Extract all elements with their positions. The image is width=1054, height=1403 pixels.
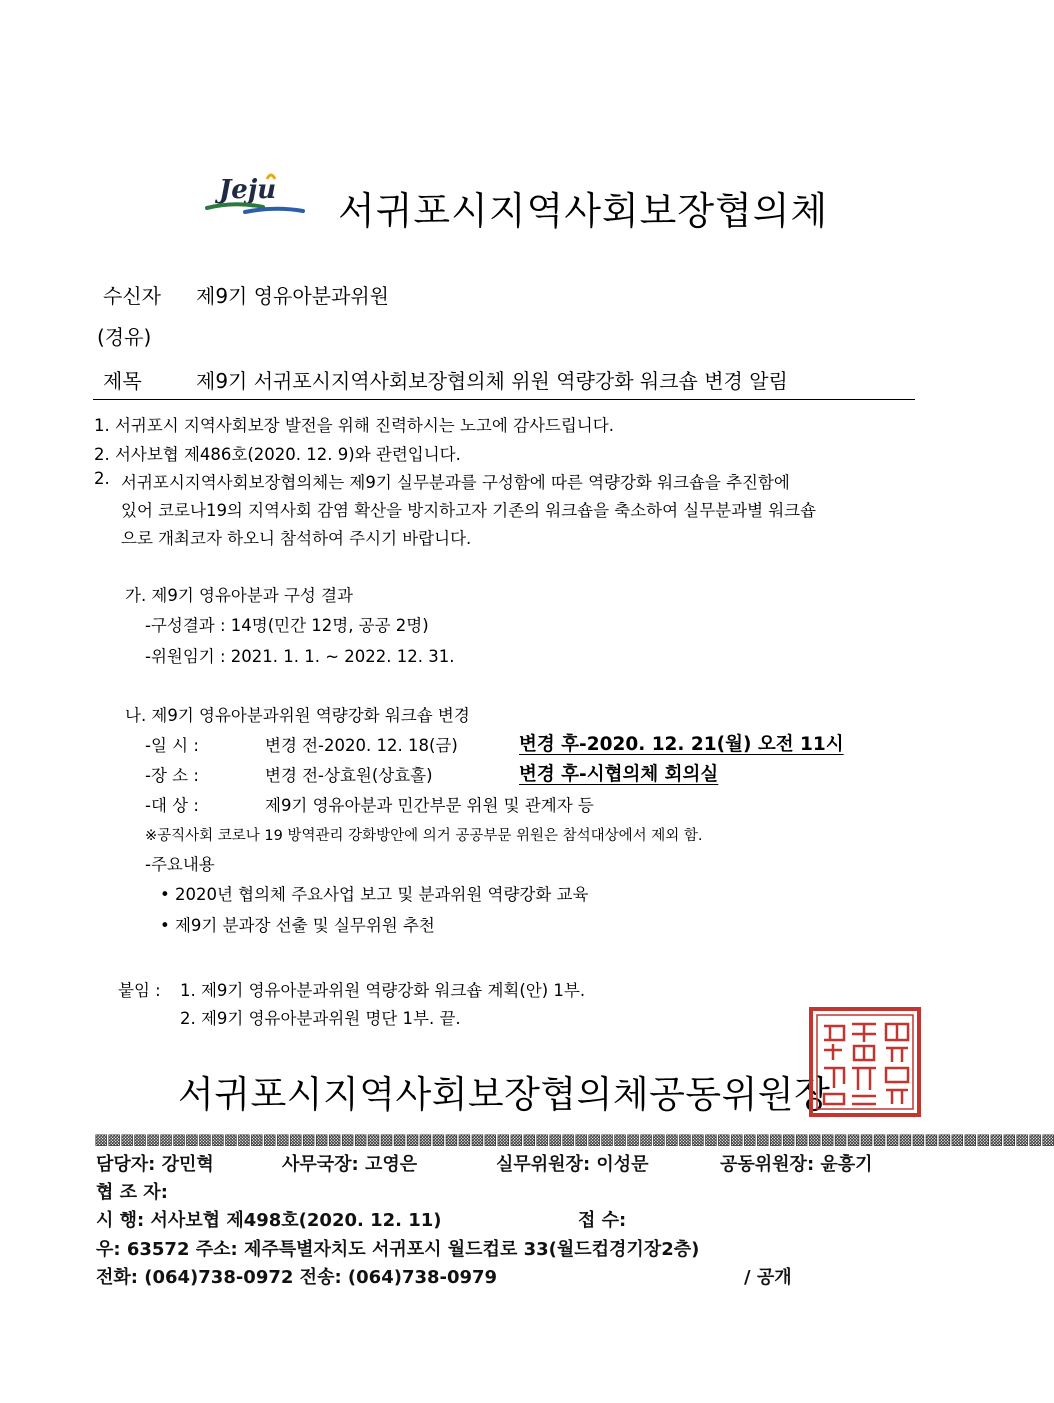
attachment-1: 1. 제9기 영유아분과위원 역량강화 워크숍 계획(안) 1부.	[180, 981, 586, 1000]
subject-label: 제목	[103, 369, 142, 393]
footer-exec-chair: 실무위원장: 이성문	[496, 1154, 649, 1175]
attachment-label: 붙임 :	[118, 981, 161, 1000]
section-a-item-1: -구성결과 : 14명(민간 12명, 공공 2명)	[145, 616, 429, 635]
target-value: 제9기 영유아분과 민간부문 위원 및 관계자 등	[265, 796, 594, 815]
footer-address: 우: 63572 주소: 제주특별자치도 서귀포시 월드컵로 33(월드컵경기장2층)	[96, 1239, 700, 1260]
main-content-label: -주요내용	[145, 855, 215, 874]
place-label: -장 소 :	[145, 766, 199, 785]
footer-pattern: ▩▩▩▩▩▩▩▩▩▩▩▩▩▩▩▩▩▩▩▩▩▩▩▩▩▩▩▩▩▩▩▩▩▩▩▩▩▩▩▩▩▩▩▩▩▩▩▩▩▩▩▩▩▩▩▩▩▩▩▩▩▩▩▩▩▩▩▩▩▩▩▩▩▩	[94, 1130, 1054, 1148]
place-before: 변경 전-상효원(상효홀)	[265, 766, 433, 785]
recipient-label: 수신자	[103, 284, 161, 308]
paragraph-3-number: 2.	[94, 469, 110, 488]
footer-secretary: 사무국장: 고영은	[282, 1154, 418, 1175]
paragraph-1: 1. 서귀포시 지역사회보장 발전을 위해 진력하시는 노고에 감사드립니다.	[94, 416, 614, 435]
footer-staff: 담당자: 강민혁	[96, 1154, 214, 1175]
section-b-title: 나. 제9기 영유아분과위원 역량강화 워크숍 변경	[125, 706, 470, 725]
paragraph-3-line-3: 으로 개최코자 하오니 참석하여 주시기 바랍니다.	[121, 529, 472, 548]
org-title: 서귀포시지역사회보장협의체	[338, 189, 829, 233]
footer-public: / 공개	[744, 1267, 792, 1288]
main-content-item-1: • 2020년 협의체 주요사업 보고 및 분과위원 역량강화 교육	[160, 885, 589, 904]
section-a-title: 가. 제9기 영유아분과 구성 결과	[125, 586, 353, 605]
signature-title: 서귀포시지역사회보장협의체공동위원장	[178, 1073, 831, 1116]
paragraph-3-line-2: 있어 코로나19의 지역사회 감염 확산을 방지하고자 기존의 워크숍을 축소하여 실무분과별 워크숍	[121, 501, 817, 520]
date-before: 변경 전-2020. 12. 18(금)	[265, 736, 458, 755]
place-after: 변경 후-시협의체 회의실	[519, 764, 719, 785]
jeju-logo	[205, 168, 305, 228]
subject-divider	[93, 399, 915, 400]
date-label: -일 시 :	[145, 736, 199, 755]
recipient-value: 제9기 영유아분과위원	[196, 284, 389, 308]
section-a-item-2: -위원임기 : 2021. 1. 1. ~ 2022. 12. 31.	[145, 647, 455, 666]
subject-value: 제9기 서귀포시지역사회보장협의체 위원 역량강화 워크숍 변경 알림	[196, 369, 788, 393]
paragraph-2: 2. 서사보협 제486호(2020. 12. 9)와 관련입니다.	[94, 445, 461, 464]
official-seal	[808, 1006, 922, 1118]
via-label: (경유)	[97, 325, 152, 349]
footer-phone: 전화: (064)738-0972 전송: (064)738-0979	[96, 1267, 498, 1288]
date-after: 변경 후-2020. 12. 21(월) 오전 11시	[519, 734, 844, 755]
main-content-item-2: • 제9기 분과장 선출 및 실무위원 추천	[160, 916, 435, 935]
svg-text:Jeju: Jeju	[219, 175, 277, 205]
footer-enforce: 시 행: 서사보협 제498호(2020. 12. 11)	[96, 1210, 442, 1231]
target-label: -대 상 :	[145, 796, 199, 815]
footer-cochair: 공동위원장: 윤흥기	[720, 1154, 873, 1175]
attachment-2: 2. 제9기 영유아분과위원 명단 1부. 끝.	[180, 1009, 461, 1028]
footer-receive: 접 수:	[578, 1210, 627, 1231]
paragraph-3-line-1: 서귀포시지역사회보장협의체는 제9기 실무분과를 구성함에 따른 역량강화 워크숍을 추진함에	[121, 473, 790, 492]
footer-cooperator: 협 조 자:	[96, 1182, 168, 1203]
note: ※공직사회 코로나 19 방역관리 강화방안에 의거 공공부문 위원은 참석대상에서 제외 함.	[145, 828, 703, 844]
